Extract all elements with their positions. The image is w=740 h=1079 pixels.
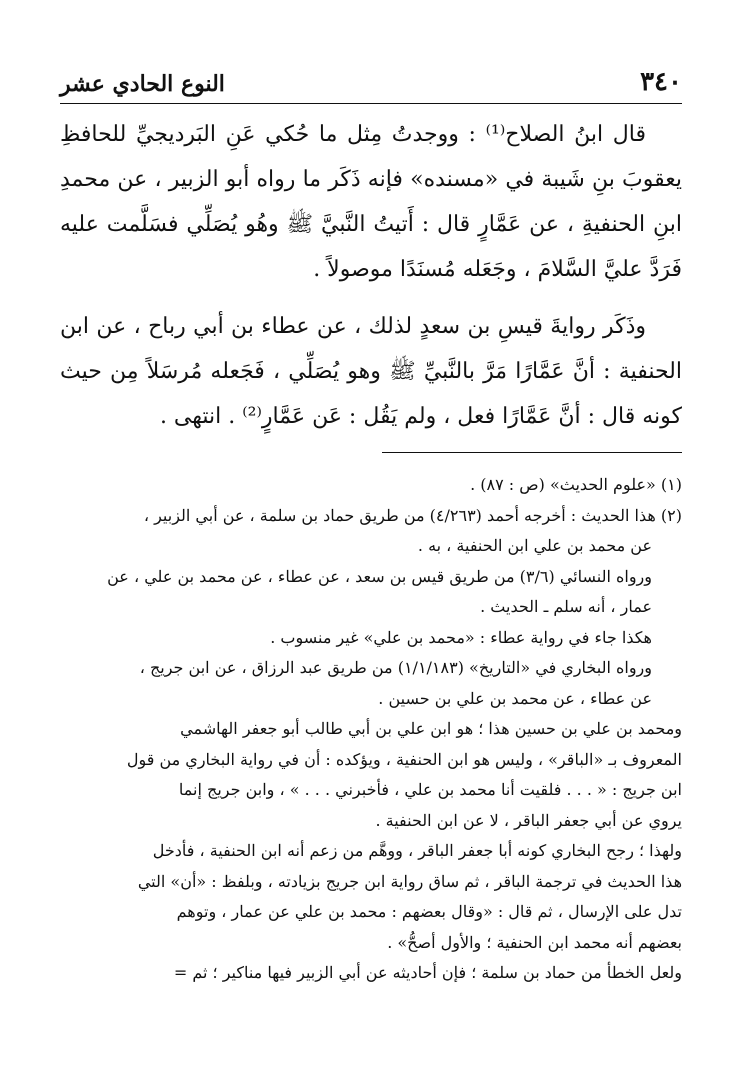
footnote-line: عن عطاء ، عن محمد بن علي بن حسين . (378, 688, 652, 708)
footnote-separator (382, 452, 682, 453)
footnote-line: المعروف بـ «الباقر» ، وليس هو ابن الحنفية ، ويؤكده : أن في رواية البخاري من قول (126, 749, 682, 769)
footnote-line: (١) «علوم الحديث» (ص : ٨٧) . (470, 475, 682, 494)
footnote-line: هكذا جاء في رواية عطاء : «محمد بن علي» غير منسوب . (270, 627, 652, 647)
footnote-line: بعضهم أنه محمد ابن الحنفية ؛ والأول أصحُّ» . (387, 932, 682, 952)
main-paragraph: وذَكَر روايةَ قيسِ بن سعدٍ لذلك ، عن عطاء بن أبي رباح ، عن ابن الحنفية : أنَّ عَمَّارًا مَرَّ بالنَّبيِّ ﷺ وهو يُصَلِّي ، فَجَعله مُرسَلاً مِن حيث كونه قال : أنَّ عَمَّارًا فعل ، ولم يَقُل : عَن عَمَّارٍ⁽²⁾ . انتهى . (60, 314, 682, 429)
footnote-line: عمار ، أنه سلم ـ الحديث . (480, 597, 652, 616)
footnote-line: ومحمد بن علي بن حسين هذا ؛ هو ابن علي بن أبي طالب أبو جعفر الهاشمي (180, 719, 682, 738)
footnote-line: ورواه النسائي (٣/٦) من طريق قيس بن سعد ، عن عطاء ، عن محمد بن علي ، عن (107, 566, 652, 586)
footnote-line: ولهذا ؛ رجح البخاري كونه أبا جعفر الباقر ، ووهَّم من زعم أنه ابن الحنفية ، فأدخل (152, 841, 682, 860)
footnotes (60, 470, 682, 989)
running-title: النوع الحادي عشر (60, 71, 225, 97)
footnote-line: (٢) هذا الحديث : أخرجه أحمد (٤/٢٦٣) من طريق حماد بن سلمة ، عن أبي الزبير ، (143, 505, 682, 525)
footnote-line: ولعل الخطأ من حماد بن سلمة ؛ فإن أحاديثه عن أبي الزبير فيها مناكير ؛ ثم = (173, 963, 682, 982)
footnote-line: عن محمد بن علي ابن الحنفية ، به . (417, 536, 652, 555)
main-text (60, 112, 682, 451)
footnote-line: تدل على الإرسال ، ثم قال : «وقال بعضهم : محمد بن علي عن عمار ، وتوهم (176, 902, 682, 921)
footnote-line: ورواه البخاري في «التاريخ» (١/١/١٨٣) من طريق عبد الرزاق ، عن ابن جريج ، (139, 658, 652, 677)
page-header (60, 52, 682, 104)
page-number: ٣٤٠ (640, 67, 682, 97)
footnote-line: ابن جريج : « . . . فلقيت أنا محمد بن علي ، فأخبرني . . . » ، وابن جريج إنما (178, 780, 682, 799)
footnote-line: يروي عن أبي جعفر الباقر ، لا عن ابن الحنفية . (375, 810, 682, 830)
footnote-line: هذا الحديث في ترجمة الباقر ، ثم ساق رواية ابن جريج بزيادته ، وبلفظ : «أن» التي (137, 871, 682, 891)
main-paragraph: قال ابنُ الصلاح⁽¹⁾ : ووجدتُ مِثل ما حُكي عَنِ البَرديجيِّ للحافظِ يعقوبَ بنِ شَيبة في «مسنده» فإنه ذَكَر ما رواه أبو الزبير ، عن محمدِ ابنِ الحنفيةِ ، عن عَمَّارٍ قال : أَتيتُ النَّبيَّ ﷺ وهُو يُصَلِّي فسَلَّمت عليه فَرَدَّ عليَّ السَّلامَ ، وجَعَله مُسنَدًا موصولاً . (60, 122, 682, 282)
